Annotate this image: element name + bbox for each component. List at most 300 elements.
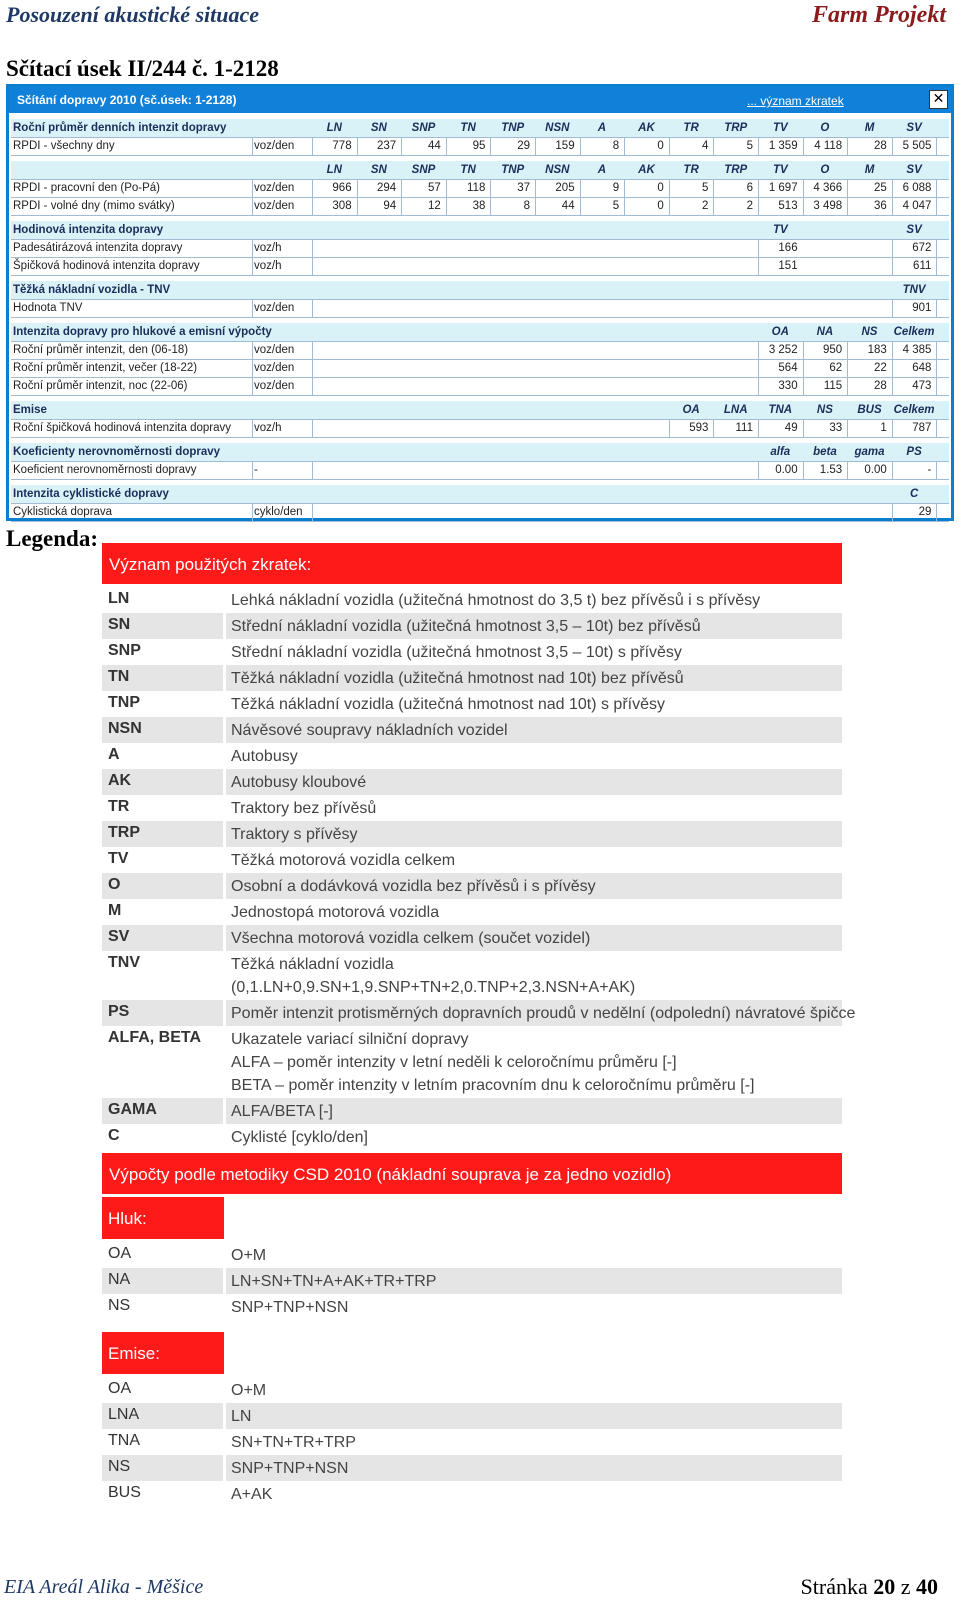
row-unit: voz/h bbox=[254, 242, 282, 254]
column-header: TR bbox=[683, 122, 699, 134]
legend-row bbox=[102, 1242, 842, 1268]
grid-line bbox=[758, 137, 759, 155]
legend-desc: O+M bbox=[231, 1247, 267, 1264]
cell-value: 28 bbox=[873, 140, 887, 152]
column-divider bbox=[223, 743, 226, 769]
column-divider bbox=[223, 1242, 226, 1268]
grid-line bbox=[758, 179, 759, 197]
column-header: TV bbox=[772, 122, 788, 134]
column-header: alfa bbox=[770, 446, 791, 458]
grid-line bbox=[252, 461, 253, 479]
grid-line bbox=[892, 179, 893, 197]
legend-row bbox=[102, 795, 842, 821]
cell-value: 118 bbox=[467, 182, 486, 194]
cell-value: 37 bbox=[517, 182, 530, 194]
legend-abbr: LNA bbox=[108, 1406, 140, 1423]
legend-desc: A+AK bbox=[231, 1486, 273, 1503]
cell-value: 22 bbox=[873, 362, 887, 374]
grid-line bbox=[758, 461, 759, 479]
column-divider bbox=[223, 639, 226, 665]
group-heading: Koeficienty nerovnoměrnosti dopravy bbox=[13, 446, 221, 458]
cell-value: 28 bbox=[873, 380, 887, 392]
row-label: Roční průměr intenzit, den (06-18) bbox=[13, 344, 189, 356]
grid-line bbox=[803, 137, 804, 155]
cell-value: 8 bbox=[523, 200, 530, 212]
group-heading: Hodinová intenzita dopravy bbox=[13, 224, 164, 236]
column-header: TNV bbox=[902, 284, 926, 296]
column-header: beta bbox=[813, 446, 837, 458]
cell-value: 294 bbox=[377, 182, 397, 194]
grid-line bbox=[803, 461, 804, 479]
cell-value: 25 bbox=[873, 182, 887, 194]
legend-abbr: NS bbox=[108, 1297, 131, 1314]
grid-line bbox=[252, 341, 253, 359]
grid-line bbox=[252, 137, 253, 155]
column-header: SNP bbox=[411, 164, 436, 176]
grid-line bbox=[252, 359, 253, 377]
column-header: SV bbox=[906, 122, 922, 134]
grid-line bbox=[758, 341, 759, 359]
column-header: A bbox=[597, 164, 607, 176]
cell-value: 611 bbox=[913, 260, 932, 272]
grid-line bbox=[847, 461, 848, 479]
grid-line bbox=[11, 521, 949, 522]
grid-line bbox=[936, 419, 937, 437]
cell-value: 966 bbox=[332, 182, 352, 194]
grid-line bbox=[357, 179, 358, 197]
legend-desc: Jednostopá motorová vozidla bbox=[231, 904, 440, 921]
row-label: Koeficient nerovnoměrnosti dopravy bbox=[13, 464, 197, 476]
row-label: RPDI - všechny dny bbox=[13, 140, 115, 152]
column-divider bbox=[223, 1455, 226, 1481]
row-unit: voz/den bbox=[254, 302, 295, 314]
cell-value: 8 bbox=[612, 140, 620, 152]
legend-abbr: GAMA bbox=[108, 1101, 157, 1118]
footer-project: EIA Areál Alika - Měšice bbox=[4, 1576, 204, 1598]
grid-line bbox=[892, 419, 893, 437]
grid-line bbox=[357, 137, 358, 155]
row-unit: - bbox=[254, 464, 258, 476]
column-header: C bbox=[909, 488, 919, 500]
cell-value: 6 088 bbox=[902, 182, 932, 194]
cell-value: 36 bbox=[873, 200, 887, 212]
cell-value: 151 bbox=[778, 260, 798, 272]
group-heading: Intenzita cyklistické dopravy bbox=[13, 488, 169, 500]
cell-value: 4 366 bbox=[813, 182, 843, 194]
legend-abbr: A bbox=[108, 746, 120, 763]
grid-line bbox=[312, 179, 313, 197]
legend-abbr: OA bbox=[108, 1380, 132, 1397]
grid-line bbox=[11, 275, 949, 276]
column-divider bbox=[223, 665, 226, 691]
column-divider bbox=[223, 925, 226, 951]
grid-line bbox=[535, 197, 536, 215]
column-header: LNA bbox=[723, 404, 748, 416]
legend-desc: Těžká motorová vozidla celkem bbox=[231, 852, 456, 869]
legend-abbr: NA bbox=[108, 1271, 131, 1288]
grid-line bbox=[11, 317, 949, 318]
grid-line bbox=[936, 257, 937, 275]
grid-line bbox=[892, 461, 893, 479]
grid-line bbox=[758, 239, 759, 257]
grid-line bbox=[847, 359, 848, 377]
legend-row bbox=[102, 821, 842, 847]
legend-abbr: NSN bbox=[108, 720, 142, 737]
column-header: NS bbox=[816, 404, 833, 416]
column-header: NSN bbox=[545, 164, 570, 176]
cell-value: 1 bbox=[880, 422, 887, 434]
legend-desc: Poměr intenzit protisměrných dopravních proudů v nedělní (odpolední) návratové špičce bbox=[231, 1005, 856, 1022]
column-header: OA bbox=[682, 404, 700, 416]
cell-value: 12 bbox=[427, 200, 441, 212]
document-title: Posouzení akustické situace bbox=[6, 2, 260, 27]
legend-row bbox=[102, 1377, 842, 1403]
grid-line bbox=[803, 197, 804, 215]
legend-row bbox=[102, 847, 842, 873]
column-header: NA bbox=[816, 326, 834, 338]
grid-line bbox=[252, 239, 253, 257]
legend-row bbox=[102, 769, 842, 795]
total-pages: 40 bbox=[916, 1574, 938, 1599]
cell-value: 1 697 bbox=[768, 182, 798, 194]
column-header: NS bbox=[861, 326, 878, 338]
row-unit: voz/h bbox=[254, 260, 282, 272]
row-label: Špičková hodinová intenzita dopravy bbox=[13, 260, 200, 272]
grid-line bbox=[312, 239, 313, 257]
column-header: TNP bbox=[501, 122, 525, 134]
panel-title: Sčítání dopravy 2010 (sč.úsek: 1-2128) bbox=[17, 93, 237, 107]
column-header: PS bbox=[906, 446, 922, 458]
column-header: SV bbox=[906, 224, 922, 236]
grid-line bbox=[312, 197, 313, 215]
grid-line bbox=[892, 503, 893, 521]
grid-line bbox=[535, 179, 536, 197]
column-header: Celkem bbox=[893, 404, 935, 416]
abbreviations-link[interactable]: ... význam zkratek bbox=[747, 94, 844, 108]
grid-line bbox=[252, 377, 253, 395]
column-divider bbox=[223, 1429, 226, 1455]
grid-line bbox=[892, 239, 893, 257]
column-header: O bbox=[820, 164, 830, 176]
legend-row bbox=[102, 1294, 842, 1320]
legend-desc: SNP+TNP+NSN bbox=[231, 1460, 349, 1477]
legend-abbr: TRP bbox=[108, 824, 140, 841]
panel-title-bar bbox=[9, 87, 951, 113]
cell-value: 593 bbox=[689, 422, 709, 434]
column-divider bbox=[223, 613, 226, 639]
grid-line bbox=[490, 137, 491, 155]
column-header: TRP bbox=[724, 164, 748, 176]
grid-line bbox=[936, 179, 937, 197]
column-header: gama bbox=[854, 446, 885, 458]
grid-line bbox=[401, 179, 402, 197]
legend-desc: Traktory s přívěsy bbox=[231, 826, 358, 843]
grid-line bbox=[713, 197, 714, 215]
cell-value: 94 bbox=[383, 200, 397, 212]
grid-line bbox=[401, 137, 402, 155]
cell-value: 5 bbox=[612, 200, 620, 212]
cell-value: 9 bbox=[612, 182, 620, 194]
legend-desc: Návěsové soupravy nákladních vozidel bbox=[231, 722, 508, 739]
grid-line bbox=[11, 395, 949, 396]
row-label: Roční průměr intenzit, večer (18-22) bbox=[13, 362, 198, 374]
cell-value: 0 bbox=[657, 182, 664, 194]
legend-abbr: BUS bbox=[108, 1484, 141, 1501]
legend-abbr: TV bbox=[108, 850, 129, 867]
cell-value: 57 bbox=[427, 182, 441, 194]
grid-line bbox=[252, 419, 253, 437]
column-header: TV bbox=[772, 224, 788, 236]
row-label: RPDI - volné dny (mimo svátky) bbox=[13, 200, 175, 212]
cell-value: 5 bbox=[746, 140, 753, 152]
grid-line bbox=[892, 137, 893, 155]
grid-line bbox=[936, 137, 937, 155]
grid-line bbox=[580, 179, 581, 197]
legend-row bbox=[102, 587, 842, 613]
cell-value: 1 359 bbox=[768, 140, 798, 152]
column-header: LN bbox=[326, 122, 342, 134]
column-header: SN bbox=[370, 164, 387, 176]
section-title: Sčítací úsek II/244 č. 1-2128 bbox=[6, 56, 279, 81]
legend-desc: Cyklisté [cyklo/den] bbox=[231, 1129, 368, 1146]
subgroup-heading-bar bbox=[102, 1332, 224, 1374]
cell-value: 111 bbox=[735, 422, 753, 434]
legend-desc: Autobusy kloubové bbox=[231, 774, 367, 791]
grid-line bbox=[758, 359, 759, 377]
census-panel bbox=[6, 84, 954, 521]
column-divider bbox=[223, 1026, 226, 1098]
legend-desc: Těžká nákladní vozidla (užitečná hmotnost nad 10t) s přívěsy bbox=[231, 696, 665, 713]
cell-value: 648 bbox=[912, 362, 932, 374]
legend-row bbox=[102, 1455, 842, 1481]
legend-desc: LN+SN+TN+A+AK+TR+TRP bbox=[231, 1273, 437, 1290]
cell-value: 308 bbox=[332, 200, 352, 212]
column-divider bbox=[223, 691, 226, 717]
cell-value: 778 bbox=[332, 140, 352, 152]
grid-line bbox=[936, 299, 937, 317]
legend-desc: Traktory bez přívěsů bbox=[231, 800, 377, 817]
grid-line bbox=[892, 257, 893, 275]
row-label: Hodnota TNV bbox=[13, 302, 83, 314]
cell-value: 672 bbox=[912, 242, 932, 254]
legend-abbr: TNA bbox=[108, 1432, 140, 1449]
row-unit: voz/h bbox=[254, 422, 282, 434]
column-divider bbox=[223, 847, 226, 873]
legend-row bbox=[102, 1403, 842, 1429]
grid-line bbox=[11, 215, 949, 216]
legend-row bbox=[102, 1098, 842, 1124]
row-label: Roční průměr intenzit, noc (22-06) bbox=[13, 380, 188, 392]
grid-line bbox=[624, 179, 625, 197]
column-header: BUS bbox=[857, 404, 882, 416]
subgroup-heading: Emise: bbox=[108, 1344, 160, 1363]
column-divider bbox=[223, 1098, 226, 1124]
grid-line bbox=[580, 137, 581, 155]
legend-row bbox=[102, 691, 842, 717]
column-divider bbox=[223, 873, 226, 899]
cell-value: 564 bbox=[778, 362, 798, 374]
grid-line bbox=[847, 341, 848, 359]
legend-row bbox=[102, 743, 842, 769]
column-header: TNP bbox=[501, 164, 525, 176]
column-header: A bbox=[597, 122, 607, 134]
grid-line bbox=[446, 137, 447, 155]
legend-heading-bar bbox=[102, 543, 842, 584]
legend-abbr: C bbox=[108, 1127, 120, 1144]
cell-value: 38 bbox=[472, 200, 486, 212]
grid-line bbox=[312, 419, 313, 437]
grid-line bbox=[11, 479, 949, 480]
grid-line bbox=[357, 197, 358, 215]
legend-abbr: TNV bbox=[108, 954, 140, 971]
column-divider bbox=[223, 951, 226, 1000]
page-header bbox=[6, 2, 946, 28]
cell-value: 95 bbox=[472, 140, 486, 152]
row-unit: voz/den bbox=[254, 362, 295, 374]
cell-value: 0 bbox=[657, 200, 664, 212]
grid-line bbox=[892, 359, 893, 377]
legend-desc: Osobní a dodávková vozidla bez přívěsů i s přívěsy bbox=[231, 878, 596, 895]
grid-line bbox=[535, 137, 536, 155]
grid-line bbox=[624, 197, 625, 215]
column-divider bbox=[223, 587, 226, 613]
column-header: M bbox=[864, 122, 875, 134]
grid-line bbox=[758, 419, 759, 437]
cell-value: 330 bbox=[778, 380, 798, 392]
legend-row bbox=[102, 665, 842, 691]
legend-row bbox=[102, 951, 842, 1000]
column-header: TV bbox=[772, 164, 788, 176]
grid-line bbox=[936, 197, 937, 215]
grid-line bbox=[669, 419, 670, 437]
column-header: SV bbox=[906, 164, 922, 176]
legend-desc: Ukazatele variací silniční dopravy bbox=[231, 1031, 469, 1048]
group-heading: Roční průměr denních intenzit dopravy bbox=[13, 122, 227, 134]
legend-row bbox=[102, 1000, 856, 1026]
cell-value: 6 bbox=[746, 182, 753, 194]
grid-line bbox=[669, 179, 670, 197]
legend-desc: Střední nákladní vozidla (užitečná hmotnost 3,5 – 10t) s přívěsy bbox=[231, 644, 682, 661]
column-divider bbox=[223, 769, 226, 795]
page-of: z bbox=[900, 1574, 911, 1599]
cell-value: 4 047 bbox=[902, 200, 932, 212]
grid-line bbox=[252, 503, 253, 521]
legend-abbr: LN bbox=[108, 590, 130, 607]
legend-abbr: AK bbox=[108, 772, 132, 789]
cell-value: 0 bbox=[657, 140, 664, 152]
cell-value: 3 498 bbox=[813, 200, 843, 212]
legend-desc: LN bbox=[231, 1408, 252, 1425]
subgroup-heading: Hluk: bbox=[108, 1209, 147, 1228]
legend-row bbox=[102, 613, 842, 639]
column-header: SN bbox=[370, 122, 387, 134]
grid-line bbox=[252, 197, 253, 215]
grid-line bbox=[312, 377, 313, 395]
cell-value: 29 bbox=[918, 506, 932, 518]
grid-line bbox=[847, 137, 848, 155]
grid-line bbox=[936, 461, 937, 479]
legend-desc: SNP+TNP+NSN bbox=[231, 1299, 349, 1316]
cell-value: - bbox=[927, 464, 932, 476]
row-unit: voz/den bbox=[254, 380, 295, 392]
row-unit: voz/den bbox=[254, 182, 295, 194]
cell-value: 4 385 bbox=[902, 344, 932, 356]
column-header: Celkem bbox=[893, 326, 935, 338]
grid-line bbox=[252, 179, 253, 197]
group-heading: Intenzita dopravy pro hlukové a emisní výpočty bbox=[13, 326, 272, 338]
page-prefix: Stránka bbox=[800, 1574, 868, 1599]
cell-value: 159 bbox=[555, 140, 575, 152]
cell-value: 0.00 bbox=[775, 464, 798, 476]
column-header: TN bbox=[460, 164, 476, 176]
column-divider bbox=[223, 1377, 226, 1403]
column-header: AK bbox=[638, 122, 655, 134]
close-icon[interactable]: ✕ bbox=[929, 90, 948, 109]
grid-line bbox=[758, 197, 759, 215]
column-header: TNA bbox=[768, 404, 793, 416]
legend-desc: O+M bbox=[231, 1382, 267, 1399]
legend-desc: Lehká nákladní vozidla (užitečná hmotnost do 3,5 t) bez přívěsů i s přívěsy bbox=[231, 592, 761, 609]
legend-desc: Střední nákladní vozidla (užitečná hmotnost 3,5 – 10t) bez přívěsů bbox=[231, 618, 701, 635]
grid-line bbox=[312, 359, 313, 377]
row-label: Cyklistická doprava bbox=[13, 506, 113, 518]
legend-desc: ALFA/BETA [-] bbox=[231, 1103, 333, 1120]
grid-line bbox=[312, 503, 313, 521]
row-unit: voz/den bbox=[254, 344, 295, 356]
legend-row bbox=[102, 925, 842, 951]
cell-value: 237 bbox=[377, 140, 397, 152]
cell-value: 787 bbox=[912, 422, 932, 434]
grid-line bbox=[713, 179, 714, 197]
column-header: TN bbox=[460, 122, 476, 134]
legend-row bbox=[102, 1268, 842, 1294]
grid-line bbox=[936, 359, 937, 377]
legend-abbr: TNP bbox=[108, 694, 140, 711]
column-divider bbox=[223, 1294, 226, 1320]
cell-value: 5 bbox=[701, 182, 709, 194]
legend-row bbox=[102, 1124, 842, 1150]
grid-line bbox=[446, 179, 447, 197]
legend-abbr: SN bbox=[108, 616, 131, 633]
grid-line bbox=[11, 155, 949, 156]
cell-value: 950 bbox=[823, 344, 843, 356]
row-label: Roční špičková hodinová intenzita dopravy bbox=[13, 422, 231, 434]
group-heading: Emise bbox=[13, 404, 47, 416]
cell-value: 1.53 bbox=[819, 464, 843, 476]
cell-value: 44 bbox=[561, 200, 575, 212]
cell-value: 205 bbox=[555, 182, 575, 194]
grid-line bbox=[847, 179, 848, 197]
row-label: Padesátirázová intenzita dopravy bbox=[13, 242, 183, 254]
grid-line bbox=[758, 257, 759, 275]
grid-line bbox=[936, 239, 937, 257]
legend-desc: SN+TN+TR+TRP bbox=[231, 1434, 356, 1451]
cell-value: 62 bbox=[829, 362, 843, 374]
subgroup-heading-bar bbox=[102, 1197, 224, 1239]
cell-value: 0.00 bbox=[864, 464, 887, 476]
grid-line bbox=[11, 437, 949, 438]
grid-line bbox=[892, 299, 893, 317]
column-header: M bbox=[864, 164, 875, 176]
legend-desc: Všechna motorová vozidla celkem (součet vozidel) bbox=[231, 930, 591, 947]
legend-row bbox=[102, 873, 842, 899]
row-label: RPDI - pracovní den (Po-Pá) bbox=[13, 182, 161, 194]
legend-desc: Autobusy bbox=[231, 748, 298, 765]
footer-page-number bbox=[801, 1574, 938, 1600]
calc-heading-bar bbox=[102, 1153, 842, 1194]
legend-abbr: ALFA, BETA bbox=[108, 1029, 202, 1046]
grid-line bbox=[892, 197, 893, 215]
